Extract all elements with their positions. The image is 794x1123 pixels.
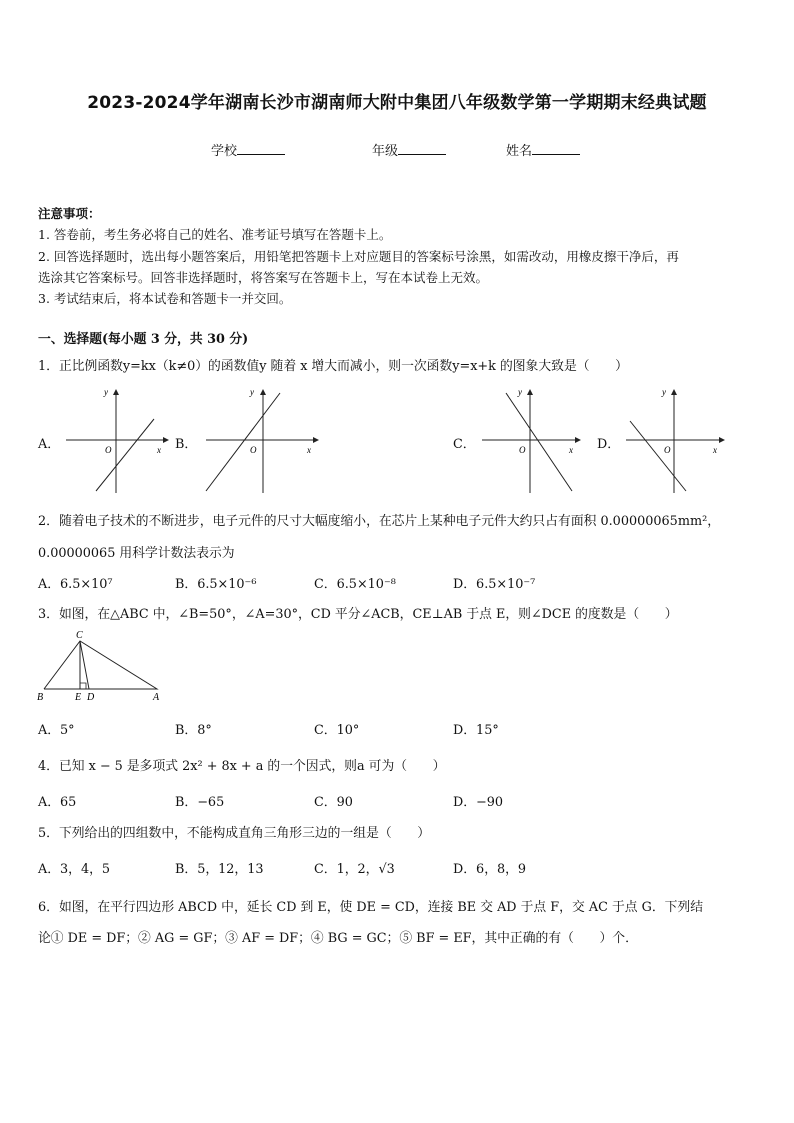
grade-field <box>372 140 446 159</box>
label-c: C <box>76 630 83 641</box>
q4-option-c: C．90 <box>314 795 353 810</box>
page-title: 2023-2024学年湖南长沙市湖南师大附中集团八年级数学第一学期期末经典试题 <box>87 93 707 113</box>
axis-o-label: O <box>250 445 257 455</box>
q1-graph-d <box>622 385 727 495</box>
question-2-text: 2．随着电子技术的不断进步，电子元件的尺寸大幅度缩小，在芯片上某种电子元件大约只占有面积 0.00000065mm²， <box>38 514 721 529</box>
name-label: 姓名 <box>506 144 533 159</box>
q3-option-d: D．15° <box>453 723 499 738</box>
axis-x-label: x <box>569 445 573 455</box>
q3-triangle-figure <box>35 628 165 706</box>
q3-option-a: A．5° <box>38 723 75 738</box>
q5-option-d: D．6，8，9 <box>453 862 527 877</box>
q2-option-a: A．6.5×10⁷ <box>38 577 113 592</box>
q1-option-b-label: B． <box>175 437 198 452</box>
note-item: 3. 考试结束后，将本试卷和答题卡一并交回。 <box>38 291 292 306</box>
axis-y-label: y <box>250 387 254 397</box>
q5-option-a: A．3，4，5 <box>38 862 111 877</box>
note-item: 选涂其它答案标号。回答非选择题时，将答案写在答题卡上，写在本试卷上无效。 <box>38 270 489 285</box>
q1-option-d-label: D． <box>597 437 621 452</box>
axis-x-label: x <box>713 445 717 455</box>
q1-option-c-label: C． <box>453 437 476 452</box>
q5-option-b: B．5，12，13 <box>175 862 264 877</box>
axis-o-label: O <box>519 445 526 455</box>
axis-x-label: x <box>307 445 311 455</box>
question-1-text: 1．正比例函数y=kx（k≠0）的函数值y 随着 x 增大而减小，则一次函数y=x+k 的图象大致是（ ） <box>38 359 628 374</box>
question-6-text: 6．如图，在平行四边形 ABCD 中，延长 CD 到 E，使 DE = CD，连接 BE 交 AD 于点 F，交 AC 于点 G．下列结 <box>38 900 704 915</box>
q5-option-c: C．1，2，√3 <box>314 862 395 877</box>
notes-heading: 注意事项： <box>38 206 101 221</box>
q4-option-b: B．−65 <box>175 795 225 810</box>
question-5-text: 5．下列给出的四组数中，不能构成直角三角形三边的一组是（ ） <box>38 826 431 841</box>
school-blank <box>237 142 285 155</box>
label-b: B <box>37 692 44 703</box>
note-item: 2. 回答选择题时，选出每小题答案后，用铅笔把答题卡上对应题目的答案标号涂黑，如需改动，用橡皮擦干净后，再 <box>38 249 679 264</box>
q4-option-a: A．65 <box>38 795 77 810</box>
name-field <box>506 140 580 159</box>
section-heading: 一、选择题(每小题 3 分，共 30 分) <box>38 332 249 347</box>
school-field <box>211 140 285 159</box>
q4-option-d: D．−90 <box>453 795 504 810</box>
q1-option-a-label: A． <box>38 437 61 452</box>
label-d: D <box>87 692 95 703</box>
question-4-text: 4．已知 x − 5 是多项式 2x² + 8x + a 的一个因式，则a 可为（ ） <box>38 759 446 774</box>
name-blank <box>532 142 580 155</box>
q2-option-d: D．6.5×10⁻⁷ <box>453 577 536 592</box>
grade-label: 年级 <box>372 144 399 159</box>
axis-x-label: x <box>157 445 161 455</box>
q1-graph-b <box>200 385 320 495</box>
question-2-text-cont: 0.00000065 用科学计数法表示为 <box>38 546 235 561</box>
axis-o-label: O <box>105 445 112 455</box>
question-6-text-cont: 论① DE = DF；② AG = GF；③ AF = DF；④ BG = GC；⑤ BF = EF，其中正确的有（ ）个． <box>38 931 638 946</box>
question-3-text: 3．如图，在△ABC 中，∠B=50°，∠A=30°，CD 平分∠ACB，CE⊥AB 于点 E，则∠DCE 的度数是（ ） <box>38 607 678 622</box>
axis-y-label: y <box>662 387 666 397</box>
q2-option-b: B．6.5×10⁻⁶ <box>175 577 257 592</box>
label-a: A <box>153 692 160 703</box>
axis-y-label: y <box>518 387 522 397</box>
label-e: E <box>75 692 82 703</box>
q3-option-c: C．10° <box>314 723 360 738</box>
grade-blank <box>398 142 446 155</box>
axis-o-label: O <box>664 445 671 455</box>
school-label: 学校 <box>211 144 238 159</box>
note-item: 1. 答卷前，考生务必将自己的姓名、准考证号填写在答题卡上。 <box>38 227 392 242</box>
q3-option-b: B．8° <box>175 723 212 738</box>
q1-graph-a <box>60 385 170 495</box>
q1-graph-c <box>478 385 583 495</box>
axis-y-label: y <box>104 387 108 397</box>
q2-option-c: C．6.5×10⁻⁸ <box>314 577 396 592</box>
